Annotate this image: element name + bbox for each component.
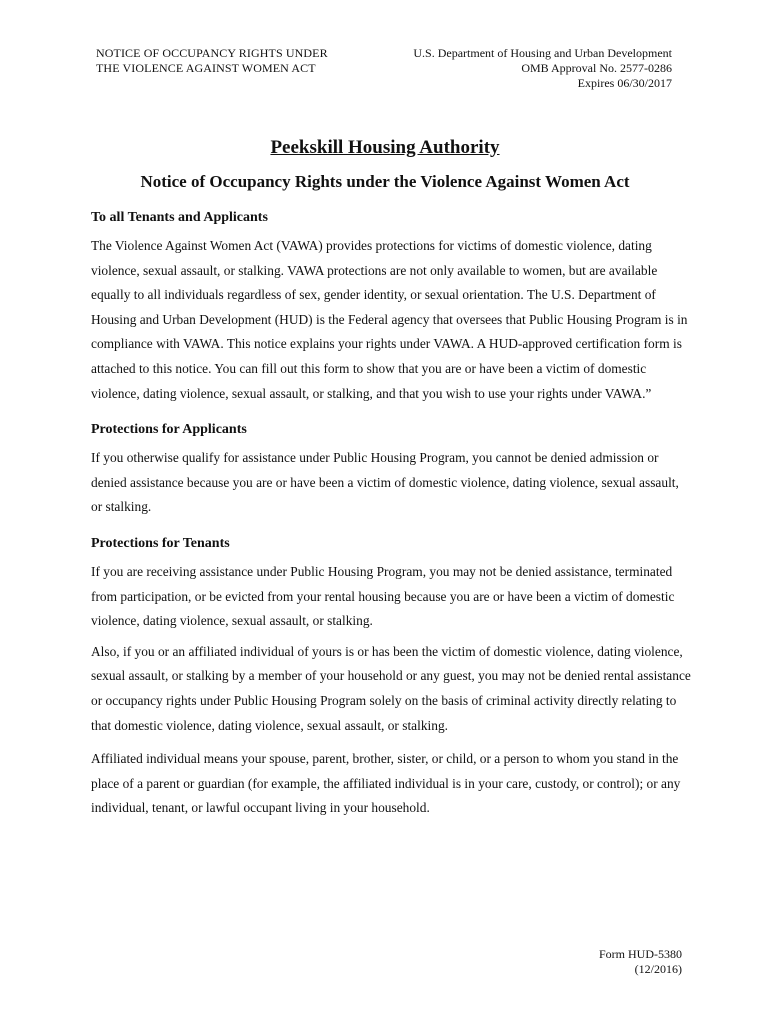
organization-title: Peekskill Housing Authority [270, 137, 500, 158]
header-left [96, 46, 328, 76]
header-expiration: Expires 06/30/2017 [577, 76, 672, 90]
paragraph-vawa-intro: The Violence Against Women Act (VAWA) provides protections for victims of domestic violence, dating violence, sexual assault, or stalking. VAWA protections are not only available to women, but are available equally to all individuals regardless of sex, gender identity, or sexual orientation. The U.S. Department of Housing and Urban Development (HUD) is the Federal agency that oversees that Public Housing Program is in compliance with VAWA. This notice explains your rights under VAWA. A HUD-approved certification form is attached to this notice. You can fill out this form to show that you are or have been a victim of domestic violence, dating violence, sexual assault, or stalking, and that you wish to use your rights under VAWA.” [91, 238, 688, 401]
header-right [413, 46, 672, 91]
header-agency: U.S. Department of Housing and Urban Development [413, 46, 672, 60]
footer-form-number: Form HUD-5380 [599, 947, 682, 961]
paragraph-tenants-2: Also, if you or an affiliated individual of yours is or has been the victim of domestic violence, dating violence, sexual assault, or stalking by a member of your household or any guest, you may not be denied rental assistance or occupancy rights under Public Housing Program solely on the basis of criminal activity directly relating to that domestic violence, dating violence, sexual assault, or stalking. [91, 643, 691, 733]
footer-form-id [599, 947, 682, 977]
header-left-line-2: THE VIOLENCE AGAINST WOMEN ACT [96, 61, 316, 75]
paragraph-tenants-1: If you are receiving assistance under Public Housing Program, you may not be denied assistance, terminated from participation, or be evicted from your rental housing because you are or have been a victim of domestic violence, dating violence, sexual assault, or stalking. [91, 563, 675, 629]
footer-form-date: (12/2016) [634, 962, 682, 976]
paragraph-affiliated-individual: Affiliated individual means your spouse, parent, brother, sister, or child, or a person to whom you stand in the place of a parent or guardian (for example, the affiliated individual is in your care, custody, or control); or any individual, tenant, or lawful occupant living in your household. [91, 751, 681, 816]
section-heading-applicants: Protections for Applicants [91, 422, 247, 438]
section-heading-tenants-applicants: To all Tenants and Applicants [91, 210, 268, 225]
document-body [91, 208, 691, 821]
document-title: Notice of Occupancy Rights under the Violence Against Women Act [140, 172, 630, 191]
header-left-line-1: NOTICE OF OCCUPANCY RIGHTS UNDER [96, 46, 328, 60]
section-heading-tenants: Protections for Tenants [91, 535, 230, 551]
paragraph-applicants: If you otherwise qualify for assistance under Public Housing Program, you cannot be denied admission or denied assistance because you are or have been a victim of domestic violence, dating violence, sexual assault, or stalking. [91, 450, 679, 515]
header-omb-approval: OMB Approval No. 2577-0286 [521, 61, 672, 75]
